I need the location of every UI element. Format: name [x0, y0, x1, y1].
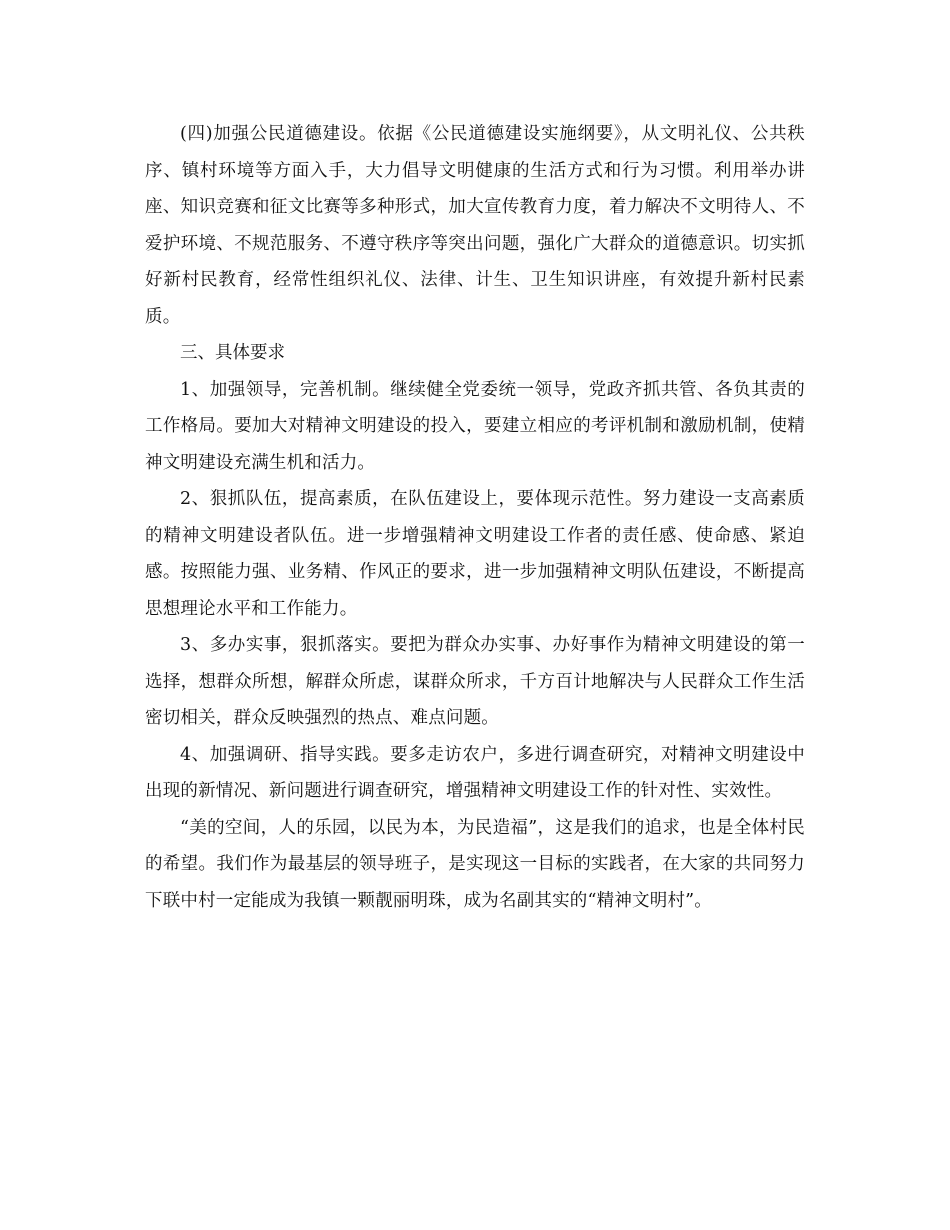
paragraph-requirement-2: 2、狠抓队伍，提高素质，在队伍建设上，要体现示范性。努力建设一支高素质的精神文明建设者队伍。进一步增强精神文明建设工作者的责任感、使命感、紧迫感。按照能力强、业务精、作风正的要求，进一步加强精神文明队伍建设，不断提高思想理论水平和工作能力。: [145, 489, 805, 619]
paragraph-requirement-1: 1、加强领导，完善机制。继续健全党委统一领导，党政齐抓共管、各负其责的工作格局。要加大对精神文明建设的投入，要建立相应的考评机制和激励机制，使精神文明建设充满生机和活力。: [145, 379, 805, 473]
section-heading-requirements: 三、具体要求: [180, 343, 285, 363]
paragraph-closing: “美的空间，人的乐园，以民为本，为民造福”，这是我们的追求，也是全体村民的希望。我们作为最基层的领导班子，是实现这一目标的实践者，在大家的共同努力下联中村一定能成为我镇一颗靓丽明珠，成为名副其实的“精神文明村”。: [145, 817, 805, 911]
paragraph-civic-morality: (四)加强公民道德建设。依据《公民道德建设实施纲要》，从文明礼仪、公共秩序、镇村环境等方面入手，大力倡导文明健康的生活方式和行为习惯。利用举办讲座、知识竞赛和征文比赛等多种形式，加大宣传教育力度，着力解决不文明待人、不爱护环境、不规范服务、不遵守秩序等突出问题，强化广大群众的道德意识。切实抓好新村民教育，经常性组织礼仪、法律、计生、卫生知识讲座，有效提升新村民素质。: [145, 124, 805, 327]
paragraph-requirement-4: 4、加强调研、指导实践。要多走访农户，多进行调查研究，对精神文明建设中出现的新情况、新问题进行调查研究，增强精神文明建设工作的针对性、实效性。: [145, 744, 805, 801]
paragraph-requirement-3: 3、多办实事，狠抓落实。要把为群众办实事、办好事作为精神文明建设的第一选择，想群众所想，解群众所虑，谋群众所求，千方百计地解决与人民群众工作生活密切相关，群众反映强烈的热点、难点问题。: [145, 635, 805, 728]
document-body: [145, 116, 805, 919]
